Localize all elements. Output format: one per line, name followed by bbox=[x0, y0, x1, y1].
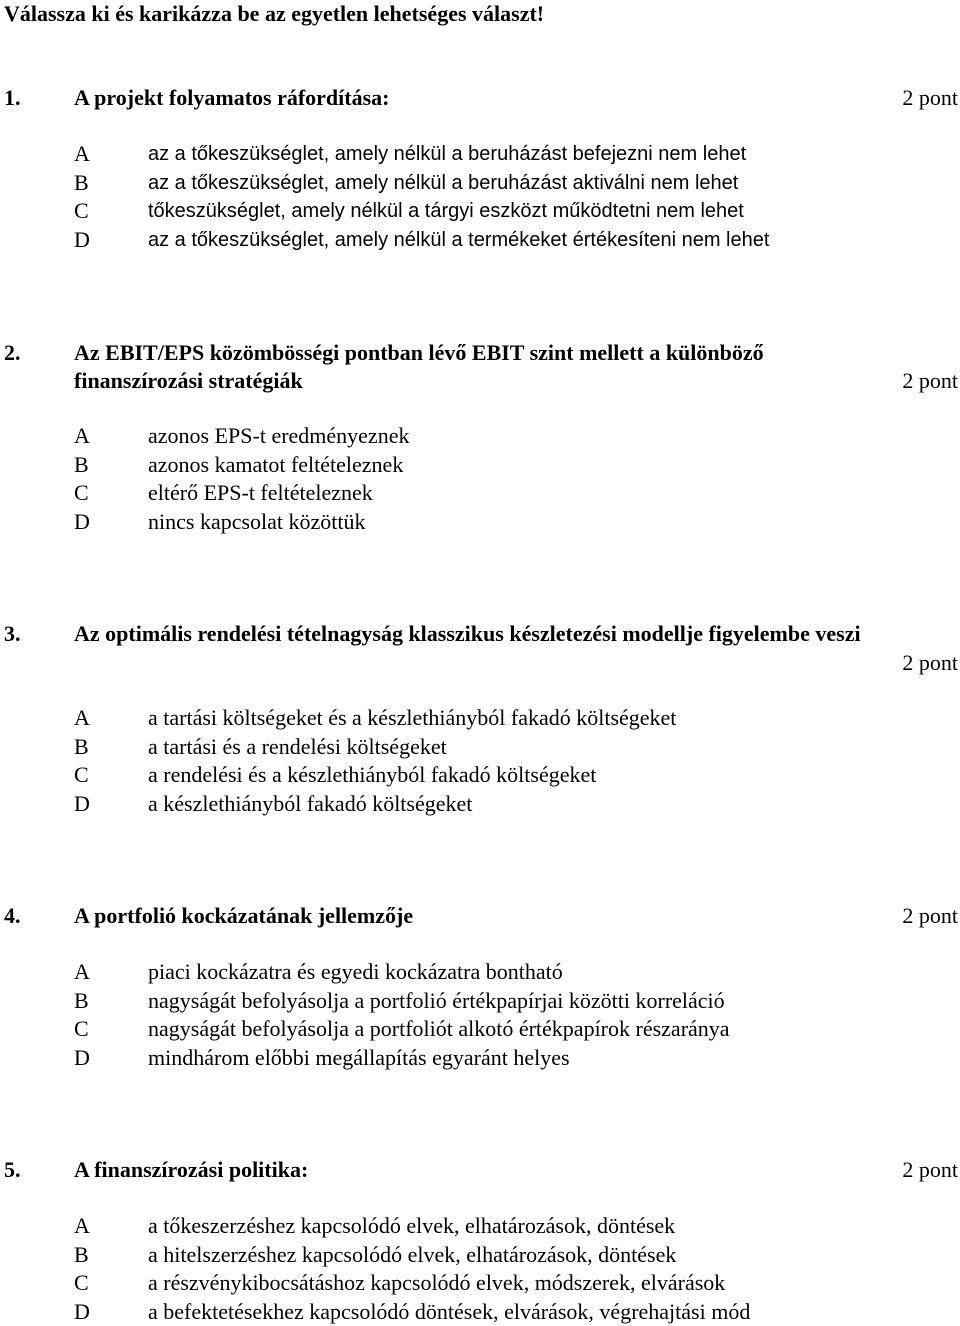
option-letter: C bbox=[74, 1270, 89, 1295]
option-text: a tőkeszerzéshez kapcsolódó elvek, elhatározások, döntések bbox=[148, 1213, 676, 1238]
option-letter: A bbox=[74, 423, 90, 448]
option-text: nagyságát befolyásolja a portfoliót alkotó értékpapírok részaránya bbox=[148, 1016, 730, 1041]
option-text: azonos EPS-t eredményeznek bbox=[148, 423, 410, 448]
question-points: 2 pont bbox=[902, 903, 958, 928]
option-letter: B bbox=[74, 169, 89, 195]
option-letter: B bbox=[74, 733, 89, 759]
option-text: a rendelési és a készlethiányból fakadó költségeket bbox=[148, 762, 597, 787]
option-text: nincs kapcsolat közöttük bbox=[148, 508, 366, 534]
page-instruction: Válassza ki és karikázza be az egyetlen lehetséges választ! bbox=[4, 1, 545, 26]
question-number: 3. bbox=[4, 621, 21, 646]
option-letter: B bbox=[74, 1241, 89, 1267]
option-text: tőkeszükséglet, amely nélkül a tárgyi eszközt működtetni nem lehet bbox=[148, 200, 744, 222]
option-letter: D bbox=[74, 508, 90, 534]
option-letter: A bbox=[74, 1213, 90, 1238]
question-text: A finanszírozási politika: bbox=[74, 1157, 309, 1182]
question-number: 2. bbox=[4, 340, 21, 365]
question-number: 4. bbox=[4, 903, 21, 928]
question-text-line-1: Az EBIT/EPS közömbösségi pontban lévő EBIT szint mellett a különböző bbox=[74, 340, 764, 365]
option-letter: D bbox=[74, 226, 90, 252]
option-letter: A bbox=[74, 959, 90, 984]
option-letter: D bbox=[74, 1298, 90, 1324]
option-text: a készlethiányból fakadó költségeket bbox=[148, 790, 473, 816]
question-text: A projekt folyamatos ráfordítása: bbox=[74, 85, 390, 110]
question-text: Az optimális rendelési tételnagyság klasszikus készletezési modellje figyelembe veszi bbox=[74, 621, 861, 646]
option-letter: D bbox=[74, 1044, 90, 1070]
option-text: nagyságát befolyásolja a portfolió értékpapírjai közötti korreláció bbox=[148, 987, 725, 1013]
option-text: a befektetésekhez kapcsolódó döntések, elvárások, végrehajtási mód bbox=[148, 1298, 751, 1324]
option-letter: A bbox=[74, 141, 90, 166]
question-number: 1. bbox=[4, 85, 21, 110]
option-text: a tartási és a rendelési költségeket bbox=[148, 733, 447, 759]
option-letter: B bbox=[74, 987, 89, 1013]
option-text: az a tőkeszükséglet, amely nélkül a beruházást befejezni nem lehet bbox=[148, 143, 747, 165]
option-text: a tartási költségeket és a készlethiányból fakadó költségeket bbox=[148, 705, 677, 730]
question-number: 5. bbox=[4, 1157, 21, 1182]
option-text: mindhárom előbbi megállapítás egyaránt helyes bbox=[148, 1044, 570, 1070]
question-text-line-2: finanszírozási stratégiák bbox=[74, 368, 303, 393]
option-text: a hitelszerzéshez kapcsolódó elvek, elhatározások, döntések bbox=[148, 1241, 677, 1267]
option-letter: A bbox=[74, 705, 90, 730]
question-points: 2 pont bbox=[902, 85, 958, 110]
option-text: az a tőkeszükséglet, amely nélkül a termékeket értékesíteni nem lehet bbox=[148, 228, 770, 251]
option-letter: C bbox=[74, 1016, 89, 1041]
option-text: az a tőkeszükséglet, amely nélkül a beruházást aktiválni nem lehet bbox=[148, 171, 739, 194]
question-points: 2 pont bbox=[902, 368, 958, 393]
option-letter: C bbox=[74, 480, 89, 505]
option-letter: D bbox=[74, 790, 90, 816]
question-points: 2 pont bbox=[902, 650, 958, 675]
question-points: 2 pont bbox=[902, 1157, 958, 1182]
question-text: A portfolió kockázatának jellemzője bbox=[74, 903, 414, 928]
option-letter: C bbox=[74, 198, 89, 223]
option-text: a részvénykibocsátáshoz kapcsolódó elvek, módszerek, elvárások bbox=[148, 1270, 726, 1295]
option-text: piaci kockázatra és egyedi kockázatra bontható bbox=[148, 959, 563, 984]
option-text: azonos kamatot feltételeznek bbox=[148, 451, 404, 477]
option-text: eltérő EPS-t feltételeznek bbox=[148, 480, 373, 505]
option-letter: B bbox=[74, 451, 89, 477]
option-letter: C bbox=[74, 762, 89, 787]
